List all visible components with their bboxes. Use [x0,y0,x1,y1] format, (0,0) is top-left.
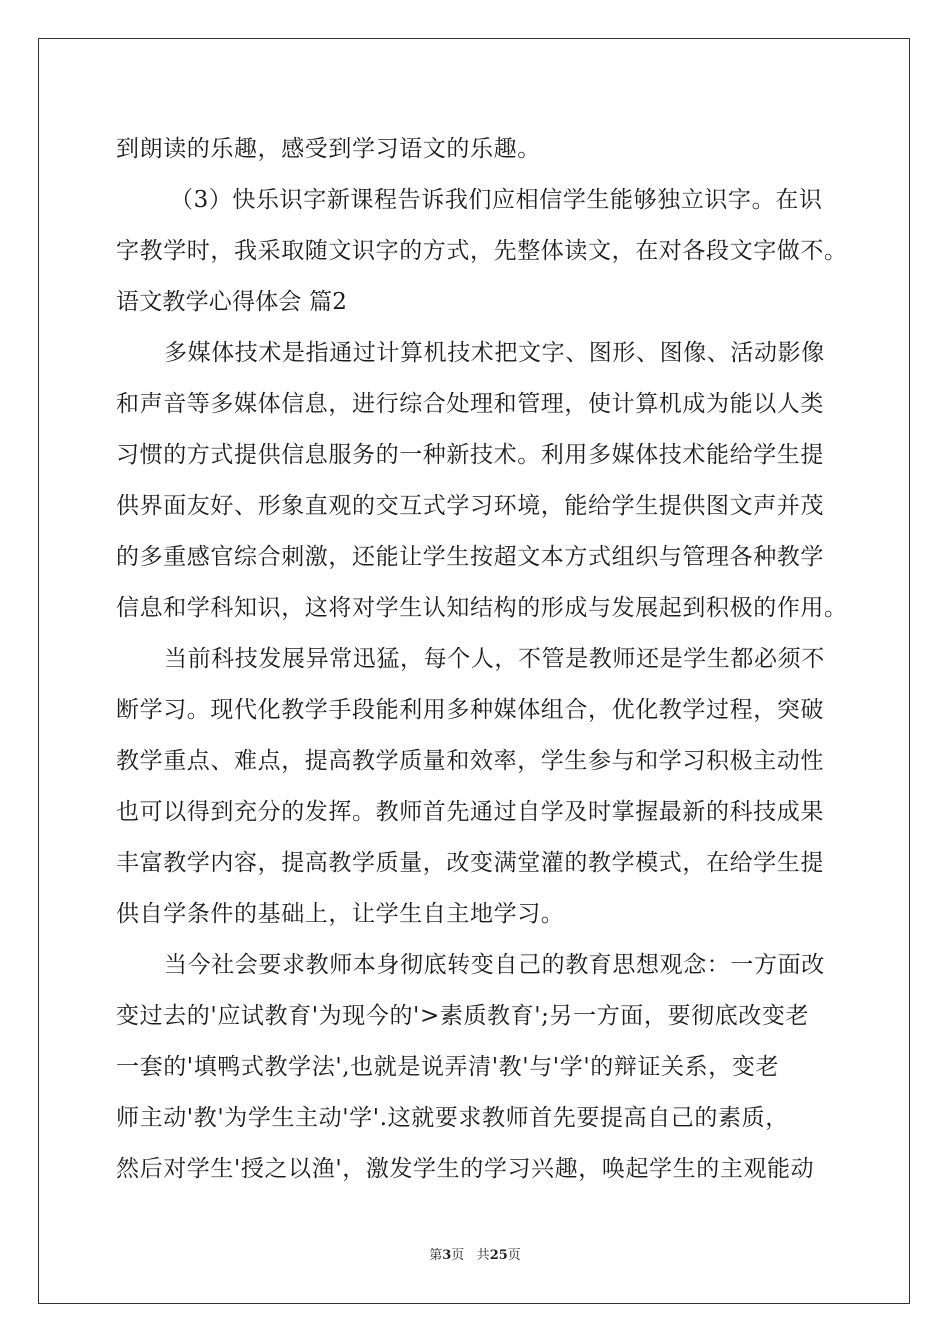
total-label-suffix: 页 [507,1248,521,1263]
section-heading: 语文教学心得体会 篇2 [116,289,348,315]
text-line: 和声音等多媒体信息，进行综合处理和管理，使计算机成为能以人类 [116,391,824,417]
paragraph-first-line: 多媒体技术是指通过计算机技术把文字、图形、图像、活动影像 [164,340,825,366]
text-line: 供自学条件的基础上，让学生自主地学习。 [116,901,565,927]
page-footer [0,1244,950,1263]
text-line: 变过去的'应试教育'为现今的'>素质教育';另一方面，要彻底改变老 [116,1003,810,1029]
text-line: 到朗读的乐趣，感受到学习语文的乐趣。 [116,136,541,162]
paragraph-first-line: 当前科技发展异常迅猛，每个人，不管是教师还是学生都必须不 [164,646,825,672]
text-line: 断学习。现代化教学手段能利用多种媒体组合，优化教学过程，突破 [116,697,824,723]
document-body [116,124,848,1195]
text-line: 丰富教学内容，提高教学质量，改变满堂灌的教学模式，在给学生提 [116,850,824,876]
page-label-suffix: 页 [451,1248,465,1263]
text-line: 的多重感官综合刺激，还能让学生按超文本方式组织与管理各种教学 [116,544,824,570]
text-line: 信息和学科知识，这将对学生认知结构的形成与发展起到积极的作用。 [116,595,848,621]
page-number: 3 [442,1248,452,1263]
page-label-prefix: 第 [429,1248,443,1263]
total-pages: 25 [489,1248,508,1263]
text-line: 然后对学生'授之以渔'，激发学生的学习兴趣，唤起学生的主观能动 [116,1156,815,1182]
text-line: 教学重点、难点，提高教学质量和效率，学生参与和学习积极主动性 [116,748,824,774]
text-line: 字教学时，我采取随文识字的方式，先整体读文，在对各段文字做不。 [116,238,848,264]
text-line: 供界面友好、形象直观的交互式学习环境，能给学生提供图文声并茂 [116,493,824,519]
text-line: 也可以得到充分的发挥。教师首先通过自学及时掌握最新的科技成果 [116,799,824,825]
paragraph-first-line: 当今社会要求教师本身彻底转变自己的教育思想观念：一方面改 [164,952,825,978]
text-line: （3）快乐识字新课程告诉我们应相信学生能够独立识字。在识 [170,187,823,213]
text-line: 师主动'教'为学生主动'学'.这就要求教师首先要提高自己的素质， [116,1105,789,1131]
total-label-prefix: 共 [476,1248,490,1263]
text-line: 习惯的方式提供信息服务的一种新技术。利用多媒体技术能给学生提 [116,442,824,468]
text-line: 一套的'填鸭式教学法',也就是说弄清'教'与'学'的辩证关系，变老 [116,1054,780,1080]
